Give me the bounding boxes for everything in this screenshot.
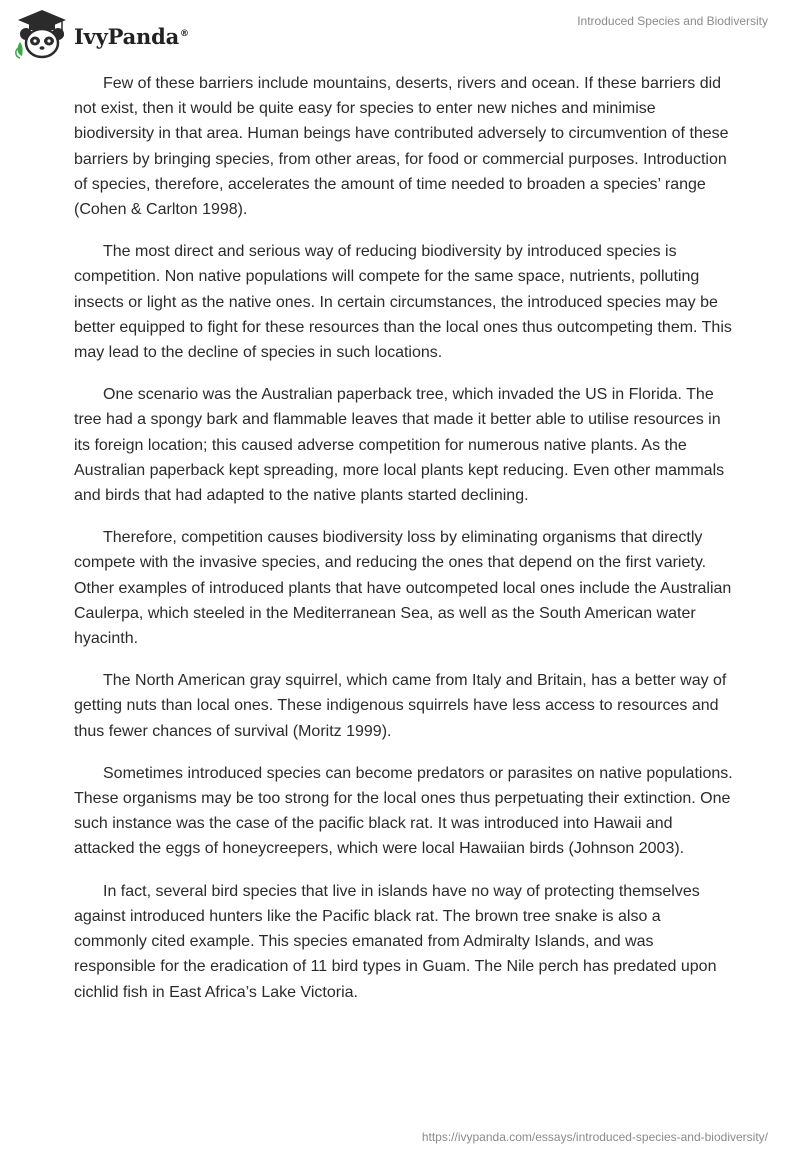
paragraph: The North American gray squirrel, which came from Italy and Britain, has a better way of getting nuts than local ones. These indigenous squirrels have less access to resources and thus fewer chances of survival (Moritz 1999).: [74, 672, 727, 740]
document-title: Introduced Species and Biodiversity: [577, 14, 768, 28]
page-header: [0, 0, 800, 64]
brand-name: [74, 24, 189, 49]
paragraph: Sometimes introduced species can become predators or parasites on native populations. These organisms may be too strong for the local ones thus perpetuating their extinction. One such instance was the case of the pacific black rat. It was introduced into Hawaii and attacked the eggs of honeycreepers, which were local Hawaiian birds (Johnson 2003).: [74, 764, 733, 858]
paragraph: In fact, several bird species that live in islands have no way of protecting themselves against introduced hunters like the Pacific black rat. The brown tree snake is also a commonly cited example. This species emanated from Admiralty Islands, and was responsible for the eradication of 11 bird types in Guam. The Nile perch has predated upon cichlid fish in East Africa’s Lake Victoria.: [74, 882, 717, 1001]
paragraph: One scenario was the Australian paperback tree, which invaded the US in Florida. The tree had a spongy bark and flammable leaves that made it better able to utilise resources in its foreign location; this caused adverse competition for numerous native plants. As the Australian paperback kept spreading, more local plants kept reducing. Even other mammals and birds that had adapted to the native plants started declining.: [74, 386, 725, 505]
brand-name-text: IvyPanda: [74, 23, 180, 49]
paragraph: Few of these barriers include mountains, deserts, rivers and ocean. If these barriers did not exist, then it would be quite easy for species to enter new niches and minimise biodiversity in that area. Human beings have contributed adversely to circumvention of these barriers by bringing species, from other areas, for food or commercial purposes. Introduction of species, therefore, accelerates the amount of time needed to broaden a species’ range (Cohen & Carlton 1998).: [74, 75, 729, 219]
registered-mark: ®: [180, 28, 189, 39]
paragraph: Therefore, competition causes biodiversity loss by eliminating organisms that directly compete with the invasive species, and reducing the ones that depend on the first variety. Other examples of introduced plants that have outcompeted local ones include the Australian Caulerpa, which steeled in the Mediterranean Sea, as well as the South American water hyacinth.: [74, 529, 732, 648]
brand-logo[interactable]: [14, 8, 189, 60]
source-url-link[interactable]: https://ivypanda.com/essays/introduced-species-and-biodiversity/: [421, 1130, 768, 1144]
essay-body: [74, 71, 734, 1022]
panda-graduate-icon: [14, 8, 70, 60]
paragraph: The most direct and serious way of reducing biodiversity by introduced species is competition. Non native populations will compete for the same space, nutrients, polluting insects or light as the native ones. In certain circumstances, the introduced species may be better equipped to fight for these resources than the local ones thus outcompeting them. This may lead to the decline of species in such locations.: [74, 243, 732, 362]
